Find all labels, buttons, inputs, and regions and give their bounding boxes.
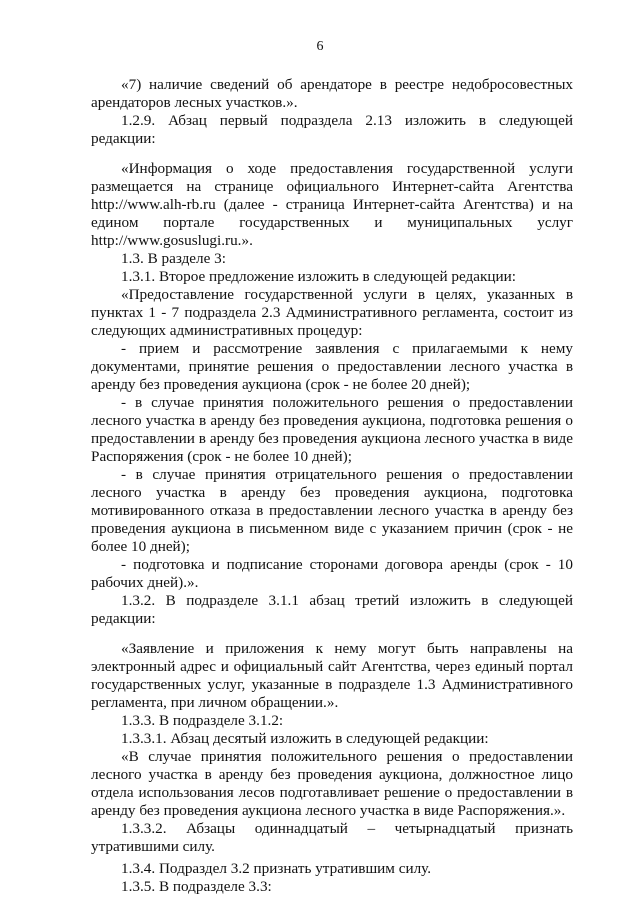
- page-number: 6: [316, 39, 324, 54]
- paragraph-application-quote: «Заявление и приложения к нему могут быть направлены на электронный адрес и официальный сайт Агентства, через единый портал государственных услуг, указанные в подразделе 1.3 Административного регламента, при личном обращении.».: [91, 640, 573, 711]
- paragraph-1-3-4: 1.3.4. Подраздел 3.2 признать утратившим силу.: [121, 860, 432, 877]
- paragraph-1-3: 1.3. В разделе 3:: [121, 250, 226, 267]
- paragraph-1-3-2: 1.3.2. В подразделе 3.1.1 абзац третий изложить в следующей редакции:: [91, 592, 573, 627]
- paragraph-1-2-9: 1.2.9. Абзац первый подраздела 2.13 изложить в следующей редакции:: [91, 112, 573, 147]
- paragraph-7-item: «7) наличие сведений об арендаторе в реестре недобросовестных арендаторов лесных участков.».: [91, 76, 573, 111]
- paragraph-1-3-3-2: 1.3.3.2. Абзацы одиннадцатый – четырнадцатый признать утратившими силу.: [91, 820, 573, 855]
- document-body: [91, 76, 573, 896]
- paragraph-decision-quote: «В случае принятия положительного решения о предоставлении лесного участка в аренду без проведения аукциона, должностное лицо отдела использования лесов подготавливает решение о предоставлении в аренду без проведения аукциона лесного участка в виде Распоряжения.».: [91, 748, 573, 819]
- paragraph-1-3-5: 1.3.5. В подразделе 3.3:: [121, 878, 272, 895]
- paragraph-1-3-3: 1.3.3. В подразделе 3.1.2:: [121, 712, 284, 729]
- paragraph-info-quote: «Информация о ходе предоставления государственной услуги размещается на странице официального Интернет-сайта Агентства http://www.alh-rb.ru (далее - страница Интернет-сайта Агентства) и на едином портале государственных и муниципальных услуг http://www.gosuslugi.ru.».: [91, 160, 573, 249]
- list-item-negative-decision: - в случае принятия отрицательного решения о предоставлении лесного участка в аренду без проведения аукциона, подготовка мотивированного отказа в предоставлении лесного участка в аренду без проведения аукциона в письменном виде с указанием причин (срок - не более 10 дней);: [91, 466, 573, 555]
- list-item-reception: - прием и рассмотрение заявления с прилагаемыми к нему документами, принятие решения о предоставлении лесного участка в аренду без проведения аукциона (срок - не более 20 дней);: [91, 340, 573, 393]
- list-item-positive-decision: - в случае принятия положительного решения о предоставлении лесного участка в аренду без проведения аукциона, подготовка решения о предоставлении в аренду без проведения аукциона лесного участка в виде Распоряжения (срок - не более 10 дней);: [91, 394, 573, 465]
- paragraph-1-3-1: 1.3.1. Второе предложение изложить в следующей редакции:: [121, 268, 516, 285]
- paragraph-service-quote: «Предоставление государственной услуги в целях, указанных в пунктах 1 - 7 подраздела 2.3 Административного регламента, состоит из следующих административных процедур:: [91, 286, 573, 339]
- list-item-contract: - подготовка и подписание сторонами договора аренды (срок - 10 рабочих дней).».: [91, 556, 573, 591]
- paragraph-1-3-3-1: 1.3.3.1. Абзац десятый изложить в следующей редакции:: [121, 730, 489, 747]
